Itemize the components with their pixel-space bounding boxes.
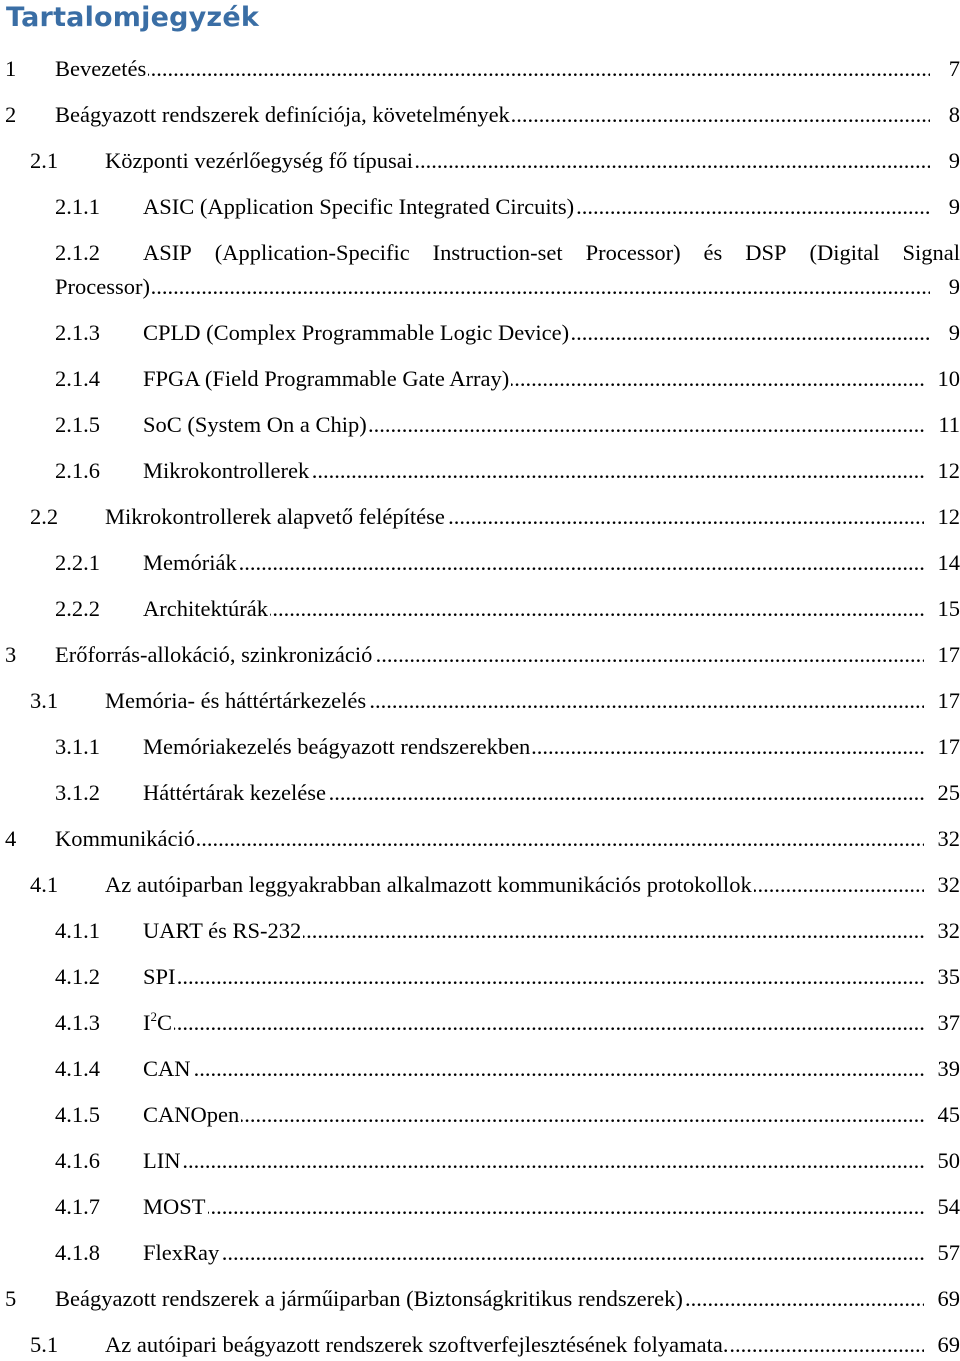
entry-title: Az autóiparban leggyakrabban alkalmazott kommunikációs protokollok bbox=[105, 872, 752, 897]
toc-entry[interactable] bbox=[0, 192, 960, 222]
entry-number: 4.1.2 bbox=[55, 964, 100, 989]
toc-entry[interactable] bbox=[0, 732, 960, 762]
toc-entry[interactable] bbox=[0, 100, 960, 130]
toc-entry[interactable] bbox=[0, 1330, 960, 1360]
toc-entry[interactable] bbox=[0, 1008, 960, 1038]
entry-page: 12 bbox=[934, 456, 960, 486]
entry-number: 2.2.1 bbox=[55, 550, 100, 575]
toc-entry[interactable] bbox=[0, 238, 960, 268]
entry-title: FPGA (Field Programmable Gate Array) bbox=[143, 366, 510, 391]
entry-number: 4.1.7 bbox=[55, 1194, 100, 1219]
entry-title: CANOpen bbox=[143, 1102, 240, 1127]
toc-entry[interactable] bbox=[0, 916, 960, 946]
entry-number: 2.2.2 bbox=[55, 596, 100, 621]
entry-number: 2.2 bbox=[30, 504, 59, 529]
entry-title: Kommunikáció bbox=[55, 826, 195, 851]
entry-title: Memória- és háttértárkezelés bbox=[105, 688, 367, 713]
toc-title: Tartalomjegyzék bbox=[6, 2, 260, 33]
entry-page: 17 bbox=[934, 640, 960, 670]
entry-page: 11 bbox=[934, 410, 960, 440]
toc-entry[interactable] bbox=[0, 1284, 960, 1314]
toc-entry[interactable] bbox=[0, 502, 960, 532]
entry-page: 32 bbox=[934, 916, 960, 946]
entry-title: Beágyazott rendszerek a járműiparban (Biztonságkritikus rendszerek) bbox=[55, 1286, 683, 1311]
entry-title: Az autóipari beágyazott rendszerek szoftverfejlesztésének folyamata. bbox=[105, 1332, 729, 1357]
entry-number: 2.1.5 bbox=[55, 412, 100, 437]
entry-number: 1 bbox=[5, 56, 17, 81]
entry-number: 4 bbox=[5, 826, 17, 851]
entry-page: 37 bbox=[934, 1008, 960, 1038]
entry-title: ASIP (Application-Specific Instruction-set Processor) és DSP (Digital Signal bbox=[143, 240, 960, 265]
entry-title: Mikrokontrollerek alapvető felépítése bbox=[105, 504, 445, 529]
entry-number: 2.1.2 bbox=[55, 240, 100, 265]
toc-entry[interactable] bbox=[0, 456, 960, 486]
entry-number: 4.1 bbox=[30, 872, 59, 897]
entry-number: 3.1.2 bbox=[55, 780, 100, 805]
entry-page: 25 bbox=[934, 778, 960, 808]
entry-title: Memóriakezelés beágyazott rendszerekben bbox=[143, 734, 531, 759]
toc-entry[interactable] bbox=[0, 1192, 960, 1222]
entry-title: CPLD (Complex Programmable Logic Device) bbox=[143, 320, 570, 345]
toc-entry[interactable] bbox=[0, 318, 960, 348]
entry-number: 4.1.5 bbox=[55, 1102, 100, 1127]
entry-title: Erőforrás-allokáció, szinkronizáció bbox=[55, 642, 373, 667]
entry-page: 32 bbox=[934, 824, 960, 854]
entry-title: ASIC (Application Specific Integrated Circuits) bbox=[143, 194, 575, 219]
entry-page: 9 bbox=[945, 192, 960, 222]
entry-page: 12 bbox=[934, 502, 960, 532]
entry-number: 2.1.4 bbox=[55, 366, 100, 391]
entry-number: 3.1.1 bbox=[55, 734, 100, 759]
entry-title: Mikrokontrollerek bbox=[143, 458, 310, 483]
toc-entry[interactable] bbox=[0, 594, 960, 624]
entry-title: CAN bbox=[143, 1056, 191, 1081]
entry-number: 4.1.4 bbox=[55, 1056, 100, 1081]
entry-title-continued: Processor) bbox=[55, 274, 150, 299]
entry-number: 5 bbox=[5, 1286, 17, 1311]
entry-number: 2.1.6 bbox=[55, 458, 100, 483]
entry-page: 69 bbox=[934, 1284, 960, 1314]
entry-page: 45 bbox=[934, 1100, 960, 1130]
entry-page: 32 bbox=[934, 870, 960, 900]
entry-number: 2 bbox=[5, 102, 17, 127]
entry-number: 4.1.6 bbox=[55, 1148, 100, 1173]
toc-entry[interactable] bbox=[0, 640, 960, 670]
toc-entry[interactable] bbox=[0, 146, 960, 176]
entry-page: 54 bbox=[934, 1192, 960, 1222]
entry-page: 9 bbox=[945, 318, 960, 348]
entry-number: 2.1.1 bbox=[55, 194, 100, 219]
entry-page: 9 bbox=[945, 146, 960, 176]
entry-number: 2.1 bbox=[30, 148, 59, 173]
entry-title: Központi vezérlőegység fő típusai bbox=[105, 148, 414, 173]
toc-entry[interactable] bbox=[0, 410, 960, 440]
toc-entry[interactable] bbox=[0, 54, 960, 84]
entry-page: 8 bbox=[945, 100, 960, 130]
entry-title: $I^2C$ bbox=[143, 1008, 173, 1035]
toc-entry[interactable] bbox=[0, 1238, 960, 1268]
toc-entry[interactable] bbox=[0, 548, 960, 578]
entry-page: 17 bbox=[934, 686, 960, 716]
toc-entry[interactable] bbox=[0, 1100, 960, 1130]
entry-page: 7 bbox=[945, 54, 960, 84]
toc-entry[interactable] bbox=[0, 1146, 960, 1176]
entry-page: 35 bbox=[934, 962, 960, 992]
entry-title: Háttértárak kezelése bbox=[143, 780, 326, 805]
entry-number: 4.1.3 bbox=[55, 1010, 100, 1035]
toc-entry[interactable] bbox=[0, 824, 960, 854]
entry-number: 4.1.8 bbox=[55, 1240, 100, 1265]
entry-page: 57 bbox=[934, 1238, 960, 1268]
toc-entry[interactable] bbox=[0, 364, 960, 394]
entry-page: 15 bbox=[934, 594, 960, 624]
entry-title: MOST bbox=[143, 1194, 206, 1219]
entry-title: UART és RS-232 bbox=[143, 918, 302, 943]
toc-entry[interactable] bbox=[0, 778, 960, 808]
entry-number: 3 bbox=[5, 642, 17, 667]
entry-title: Beágyazott rendszerek definíciója, követelmények bbox=[55, 102, 510, 127]
entry-number: 2.1.3 bbox=[55, 320, 100, 345]
entry-title: SPI bbox=[143, 964, 176, 989]
entry-page: 9 bbox=[945, 272, 960, 302]
entry-page: 69 bbox=[934, 1330, 960, 1360]
entry-page: 50 bbox=[934, 1146, 960, 1176]
entry-number: 4.1.1 bbox=[55, 918, 100, 943]
toc-entry[interactable] bbox=[0, 1054, 960, 1084]
entry-title: Memóriák bbox=[143, 550, 237, 575]
entry-number: 3.1 bbox=[30, 688, 59, 713]
toc-entry[interactable] bbox=[0, 686, 960, 716]
entry-page: 39 bbox=[934, 1054, 960, 1084]
entry-title: FlexRay bbox=[143, 1240, 220, 1265]
entry-title: LIN bbox=[143, 1148, 181, 1173]
entry-title: Architektúrák bbox=[143, 596, 268, 621]
entry-title: Bevezetés bbox=[55, 56, 147, 81]
toc-entry-continuation[interactable] bbox=[0, 272, 960, 302]
toc-entry[interactable] bbox=[0, 870, 960, 900]
entry-number: 5.1 bbox=[30, 1332, 59, 1357]
entry-page: 10 bbox=[934, 364, 960, 394]
entry-title: SoC (System On a Chip) bbox=[143, 412, 367, 437]
entry-page: 17 bbox=[934, 732, 960, 762]
toc-entry[interactable] bbox=[0, 962, 960, 992]
entry-page: 14 bbox=[934, 548, 960, 578]
